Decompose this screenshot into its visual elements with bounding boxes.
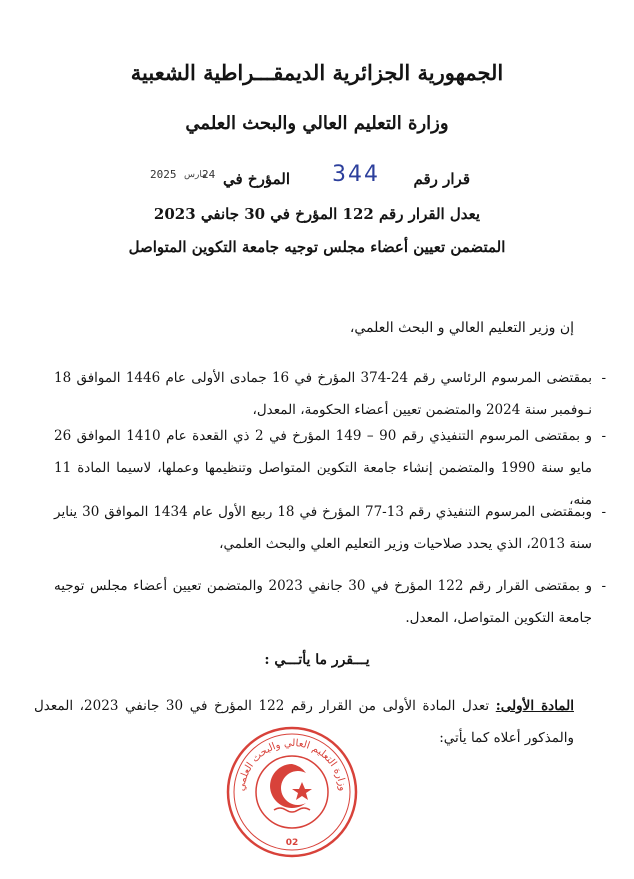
decision-number-handwritten: 344 bbox=[332, 162, 380, 187]
seal-middle-ring bbox=[234, 734, 350, 850]
dated-label: المؤرخ في bbox=[223, 170, 290, 188]
clause-decision-122 bbox=[54, 570, 606, 634]
decision-label: قرار رقم bbox=[413, 170, 470, 188]
date-year-stamp: 2025 bbox=[150, 168, 177, 181]
clause-text: وبمقتضى المرسوم التنفيذي رقم 13-77 المؤرخ في 18 ربيع الأول عام 1434 الموافق 30 يناير سنة 2013، الذي يحدد صلاحيات وزير التعليم العلي والبحث العلمي، bbox=[54, 504, 592, 552]
ministry-seal-stamp bbox=[222, 722, 362, 862]
preamble-intro: إن وزير التعليم العالي و البحث العلمي، bbox=[349, 320, 574, 336]
clause-dash: - bbox=[601, 370, 606, 386]
republic-heading: الجمهورية الجزائرية الديمقـــراطية الشعبية bbox=[130, 60, 504, 85]
clause-dash: - bbox=[601, 504, 606, 520]
subject-title: المتضمن تعيين أعضاء مجلس توجيه جامعة التكوين المتواصل bbox=[128, 238, 506, 256]
decision-number-line bbox=[150, 162, 470, 196]
seal-ring-text: وزارة التعليم العالي والبحث العلمي bbox=[235, 737, 348, 792]
article-one-text: تعدل المادة الأولى من القرار رقم 122 المؤرخ في 30 جانفي 2023، المعدل والمذكور أعلاه كما يأتي: bbox=[34, 698, 574, 746]
clause-text: و بمقتضى المرسوم التنفيذي رقم 90 – 149 المؤرخ في 2 ذي القعدة عام 1410 الموافق 26 مايو سنة 1990 والمتضمن إنشاء جامعة التكوين المتواصل وتنظيمها وعملها، لاسيما المادة 11 منه، bbox=[54, 428, 592, 508]
clause-presidential-decree bbox=[54, 362, 606, 426]
amendment-title: يعدل القرار رقم 122 المؤرخ في 30 جانفي 2023 bbox=[153, 205, 481, 223]
clause-dash: - bbox=[601, 428, 606, 444]
clause-dash: - bbox=[601, 578, 606, 594]
clause-text: بمقتضى المرسوم الرئاسي رقم 24-374 المؤرخ في 16 جمادى الأولى عام 1446 الموافق 18 نـوفمبر سنة 2024 والمتضمن تعيين أعضاء الحكومة، المعدل، bbox=[54, 370, 592, 418]
seal-emblem-icon bbox=[270, 764, 312, 812]
date-month-stamp: مارس bbox=[184, 170, 207, 180]
article-one-label: المادة الأولى: bbox=[495, 698, 574, 714]
seal-number: 02 bbox=[285, 838, 299, 848]
clause-text: و بمقتضى القرار رقم 122 المؤرخ في 30 جانفي 2023 والمتضمن تعيين أعضاء مجلس توجيه جامعة التكوين المتواصل، المعدل. bbox=[54, 578, 592, 626]
decides-heading: يـــقرر ما يأتـــي : bbox=[264, 652, 370, 668]
ministry-heading: وزارة التعليم العالي والبحث العلمي bbox=[185, 113, 449, 134]
clause-executive-decree-13-77 bbox=[54, 496, 606, 560]
date-day-stamp: 24 bbox=[202, 168, 216, 181]
